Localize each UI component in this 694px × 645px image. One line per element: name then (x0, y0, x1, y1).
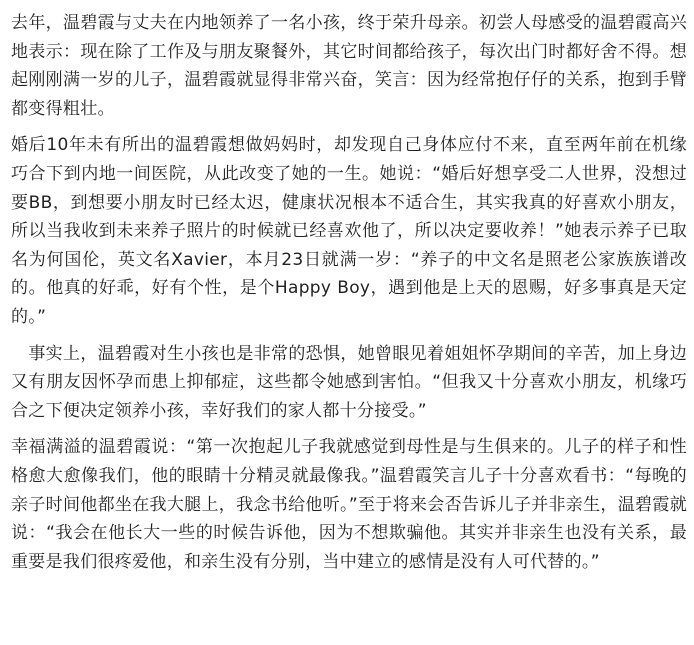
paragraph-motherhood: 幸福满溢的温碧霞说：“第一次抱起儿子我就感觉到母性是与生俱来的。儿子的样子和性格愈大愈像我们，他的眼睛十分精灵就最像我。”温碧霞笑言儿子十分喜欢看书：“每晚的亲子时间他都坐在我大腿上，我念书给他听。”至于将来会否告诉儿子并非亲生，温碧霞就说：“我会在他长大一些的时候告诉他，因为不想欺骗他。其实并非亲生也没有关系，最重要是我们很疼爱他，和亲生没有分别，当中建立的感情是没有人可代替的。” (11, 437, 687, 572)
paragraph-adoption-news: 去年，温碧霞与丈夫在内地领养了一名小孩，终于荣升母亲。初尝人母感受的温碧霞高兴地表示：现在除了工作及与朋友聚餐外，其它时间都给孩子，每次出门时都好舍不得。想起刚刚满一岁的儿子，温碧霞就显得非常兴奋，笑言：因为经常抱仔仔的关系，抱到手臂都变得粗壮。 (11, 13, 687, 119)
paragraph-fear-of-pregnancy: 事实上，温碧霞对生小孩也是非常的恐惧，她曾眼见着姐姐怀孕期间的辛苦，加上身边又有朋友因怀孕而患上抑郁症，这些都令她感到害怕。“但我又十分喜欢小朋友，机缘巧合之下便决定领养小孩，幸好我们的家人都十分接受。” (11, 343, 687, 421)
paragraph-decision-to-adopt: 婚后10年未有所出的温碧霞想做妈妈时，却发现自己身体应付不来，直至两年前在机缘巧合下到内地一间医院，从此改变了她的一生。她说：“婚后好想享受二人世界，没想过要BB，到想要小朋友时已经太迟，健康状况根本不适合生，其实我真的好喜欢小朋友，所以当我收到未来养子照片的时候就已经喜欢他了，所以决定要收养！”她表示养子已取名为何国伦，英文名Xavier，本月23日就满一岁：“养子的中文名是照老公家族族谱改的。他真的好乖，好有个性，是个Happy Boy，遇到他是上天的恩赐，好多事真是天定的。” (11, 135, 687, 327)
